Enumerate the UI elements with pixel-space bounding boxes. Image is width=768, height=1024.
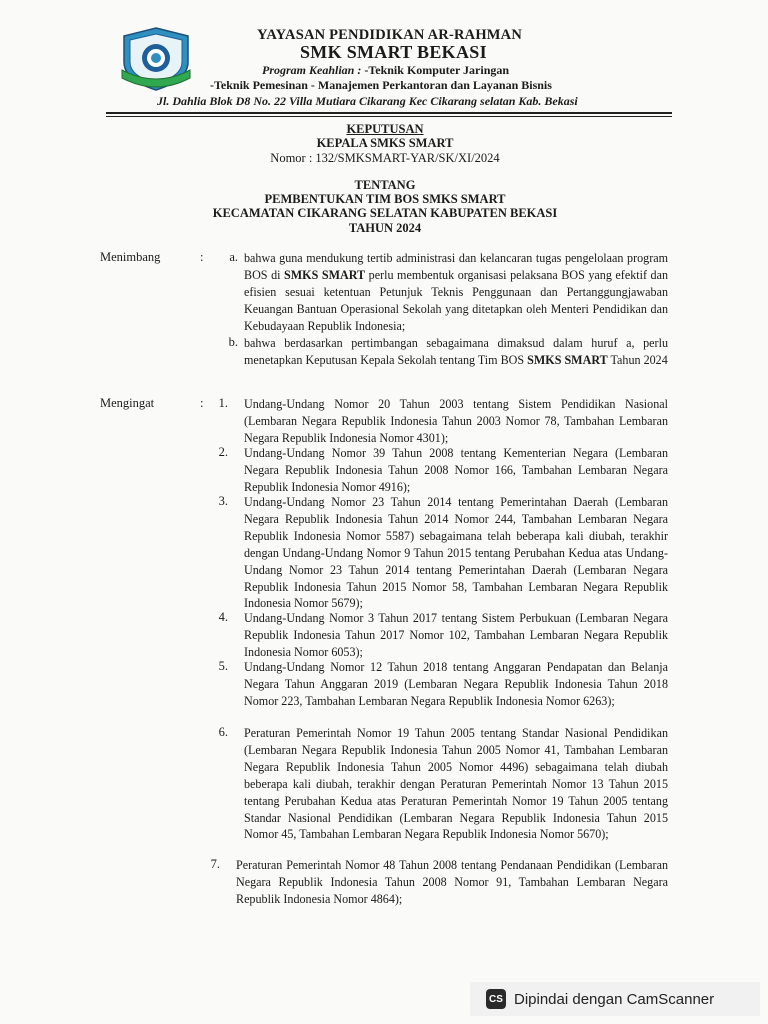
mengingat-marker-5: 5.	[218, 659, 228, 673]
menimbang-a-text-2: perlu membentuk organisasi pelaksana BOS yang efektif dan efisien sesuai ketentuan Petunjuk Teknis Penggunaan dan Pertanggungjawaban Keuangan Bantuan Operasional Sekolah yang ditetapkan oleh Menteri Pendidikan dan Kebudayaan Republik Indonesia;	[244, 267, 668, 333]
mengingat-item-2: Undang-Undang Nomor 39 Tahun 2008 tentang Kementerian Negara (Lembaran Negara Republik Indonesia Tahun 2008 Nomor 166, Tambahan Lembaran Negara Republik Indonesia Nomor 4916);	[244, 446, 668, 494]
menimbang-b-text-2: Tahun 2024	[607, 352, 668, 367]
mengingat-marker-4: 4.	[218, 610, 228, 624]
program-line-1	[262, 63, 509, 78]
mengingat-colon: :	[200, 396, 204, 410]
menimbang-item-a	[244, 250, 668, 335]
foundation-name: YAYASAN PENDIDIKAN AR-RAHMAN	[257, 27, 523, 43]
program-line-2: -Teknik Pemesinan - Manajemen Perkantoran dan Layanan Bisnis	[210, 78, 552, 92]
camscanner-icon: CS	[486, 989, 506, 1009]
mengingat-item-5: Undang-Undang Nomor 12 Tahun 2018 tentang Anggaran Pendapatan dan Belanja Negara Tahun Anggaran 2019 (Lembaran Negara Republik Indonesia Tahun 2018 Nomor 223, Tambahan Lembaran Negara Republik Indonesia Nomor 6263);	[244, 660, 668, 708]
mengingat-marker-1: 1.	[218, 396, 228, 410]
menimbang-a-bold: SMKS SMART	[284, 267, 366, 282]
menimbang-label: Menimbang	[100, 250, 161, 264]
menimbang-marker-b: b.	[228, 335, 238, 349]
letterhead-rule-thick	[106, 112, 672, 114]
menimbang-marker-a: a.	[229, 250, 238, 264]
mengingat-item-7: Peraturan Pemerintah Nomor 48 Tahun 2008 tentang Pendanaan Pendidikan (Lembaran Negara Republik Indonesia Tahun 2008 Nomor 91, Tambahan Lembaran Negara Republik Indonesia Nomor 4864);	[236, 858, 668, 906]
mengingat-marker-6: 6.	[218, 725, 228, 739]
letterhead-rule-thin	[106, 116, 672, 117]
program-line-1-rest: -Teknik Komputer Jaringan	[361, 63, 510, 77]
decree-subject-line-1: PEMBENTUKAN TIM BOS SMKS SMART	[264, 192, 506, 206]
menimbang-a-text-1: bahwa guna mendukung tertib administrasi dan kelancaran tugas pengelolaan program BOS di	[244, 251, 668, 282]
mengingat-marker-7: 7.	[210, 857, 220, 871]
mengingat-item-4: Undang-Undang Nomor 3 Tahun 2017 tentang Sistem Perbukuan (Lembaran Negara Republik Indonesia Tahun 2017 Nomor 102, Tambahan Lembaran Negara Republik Indonesia Nomor 6053);	[244, 611, 668, 659]
decree-number: Nomor : 132/SMKSMART-YAR/SK/XI/2024	[270, 151, 500, 165]
menimbang-b-text-1: bahwa berdasarkan pertimbangan sebagaimana dimaksud dalam huruf a, perlu menetapkan Keputusan Kepala Sekolah tentang Tim BOS	[244, 336, 668, 367]
decree-heading: KEPUTUSAN	[346, 122, 424, 136]
program-label: Program Keahlian :	[262, 63, 362, 77]
mengingat-marker-3: 3.	[218, 494, 228, 508]
menimbang-colon: :	[200, 250, 204, 264]
mengingat-marker-2: 2.	[218, 445, 228, 459]
mengingat-item-3: Undang-Undang Nomor 23 Tahun 2014 tentang Pemerintahan Daerah (Lembaran Negara Republik Indonesia Tahun 2014 Nomor 244, Tambahan Lembaran Negara Republik Indonesia Nomor 5587) sebagaimana telah beberapa kali diubah, terakhir dengan Undang-Undang Nomor 9 Tahun 2015 tentang Perubahan Kedua atas Undang-Undang Nomor 23 Tahun 2014 tentang Pemerintahan Daerah (Lembaran Negara Republik Indonesia Tahun 2015 Nomor 58, Tambahan Lembaran Negara Republik Indonesia Nomor 5679);	[244, 495, 668, 611]
decree-subject-line-3: TAHUN 2024	[348, 221, 422, 235]
mengingat-label: Mengingat	[100, 396, 155, 410]
school-address: Jl. Dahlia Blok D8 No. 22 Villa Mutiara Cikarang Kec Cikarang selatan Kab. Bekasi	[157, 94, 578, 108]
mengingat-item-6: Peraturan Pemerintah Nomor 19 Tahun 2005 tentang Standar Nasional Pendidikan (Lembaran Negara Republik Indonesia Tahun 2005 Nomor 41, Tambahan Lembaran Negara Republik Indonesia Tahun 2005 Nomor 4496) sebagaimana telah diubah beberapa kali diubah, terakhir dengan Peraturan Pemerintah Nomor 13 Tahun 2015 tentang Perubahan Kedua atas Peraturan Pemerintah Nomor 19 Tahun 2005 tentang Standar Nasional Pendidikan (Lembaran Negara Republik Indonesia Tahun 2015 Nomor 45, Tambahan Lembaran Negara Republik Indonesia Nomor 5670);	[244, 726, 668, 842]
menimbang-b-bold: SMKS SMART	[527, 352, 608, 367]
school-logo-icon	[118, 26, 194, 92]
menimbang-item-b	[244, 335, 668, 369]
camscanner-watermark	[470, 982, 760, 1016]
decree-about: TENTANG	[354, 178, 416, 192]
decree-issuer: KEPALA SMKS SMART	[316, 136, 454, 150]
camscanner-text: Dipindai dengan CamScanner	[514, 990, 715, 1008]
mengingat-item-1: Undang-Undang Nomor 20 Tahun 2003 tentang Sistem Pendidikan Nasional (Lembaran Negara Republik Indonesia Tahun 2003 Nomor 78, Tambahan Lembaran Negara Republik Indonesia Nomor 4301);	[244, 397, 668, 445]
school-name: SMK SMART BEKASI	[300, 42, 487, 62]
decree-subject-line-2: KECAMATAN CIKARANG SELATAN KABUPATEN BEKASI	[212, 206, 558, 220]
